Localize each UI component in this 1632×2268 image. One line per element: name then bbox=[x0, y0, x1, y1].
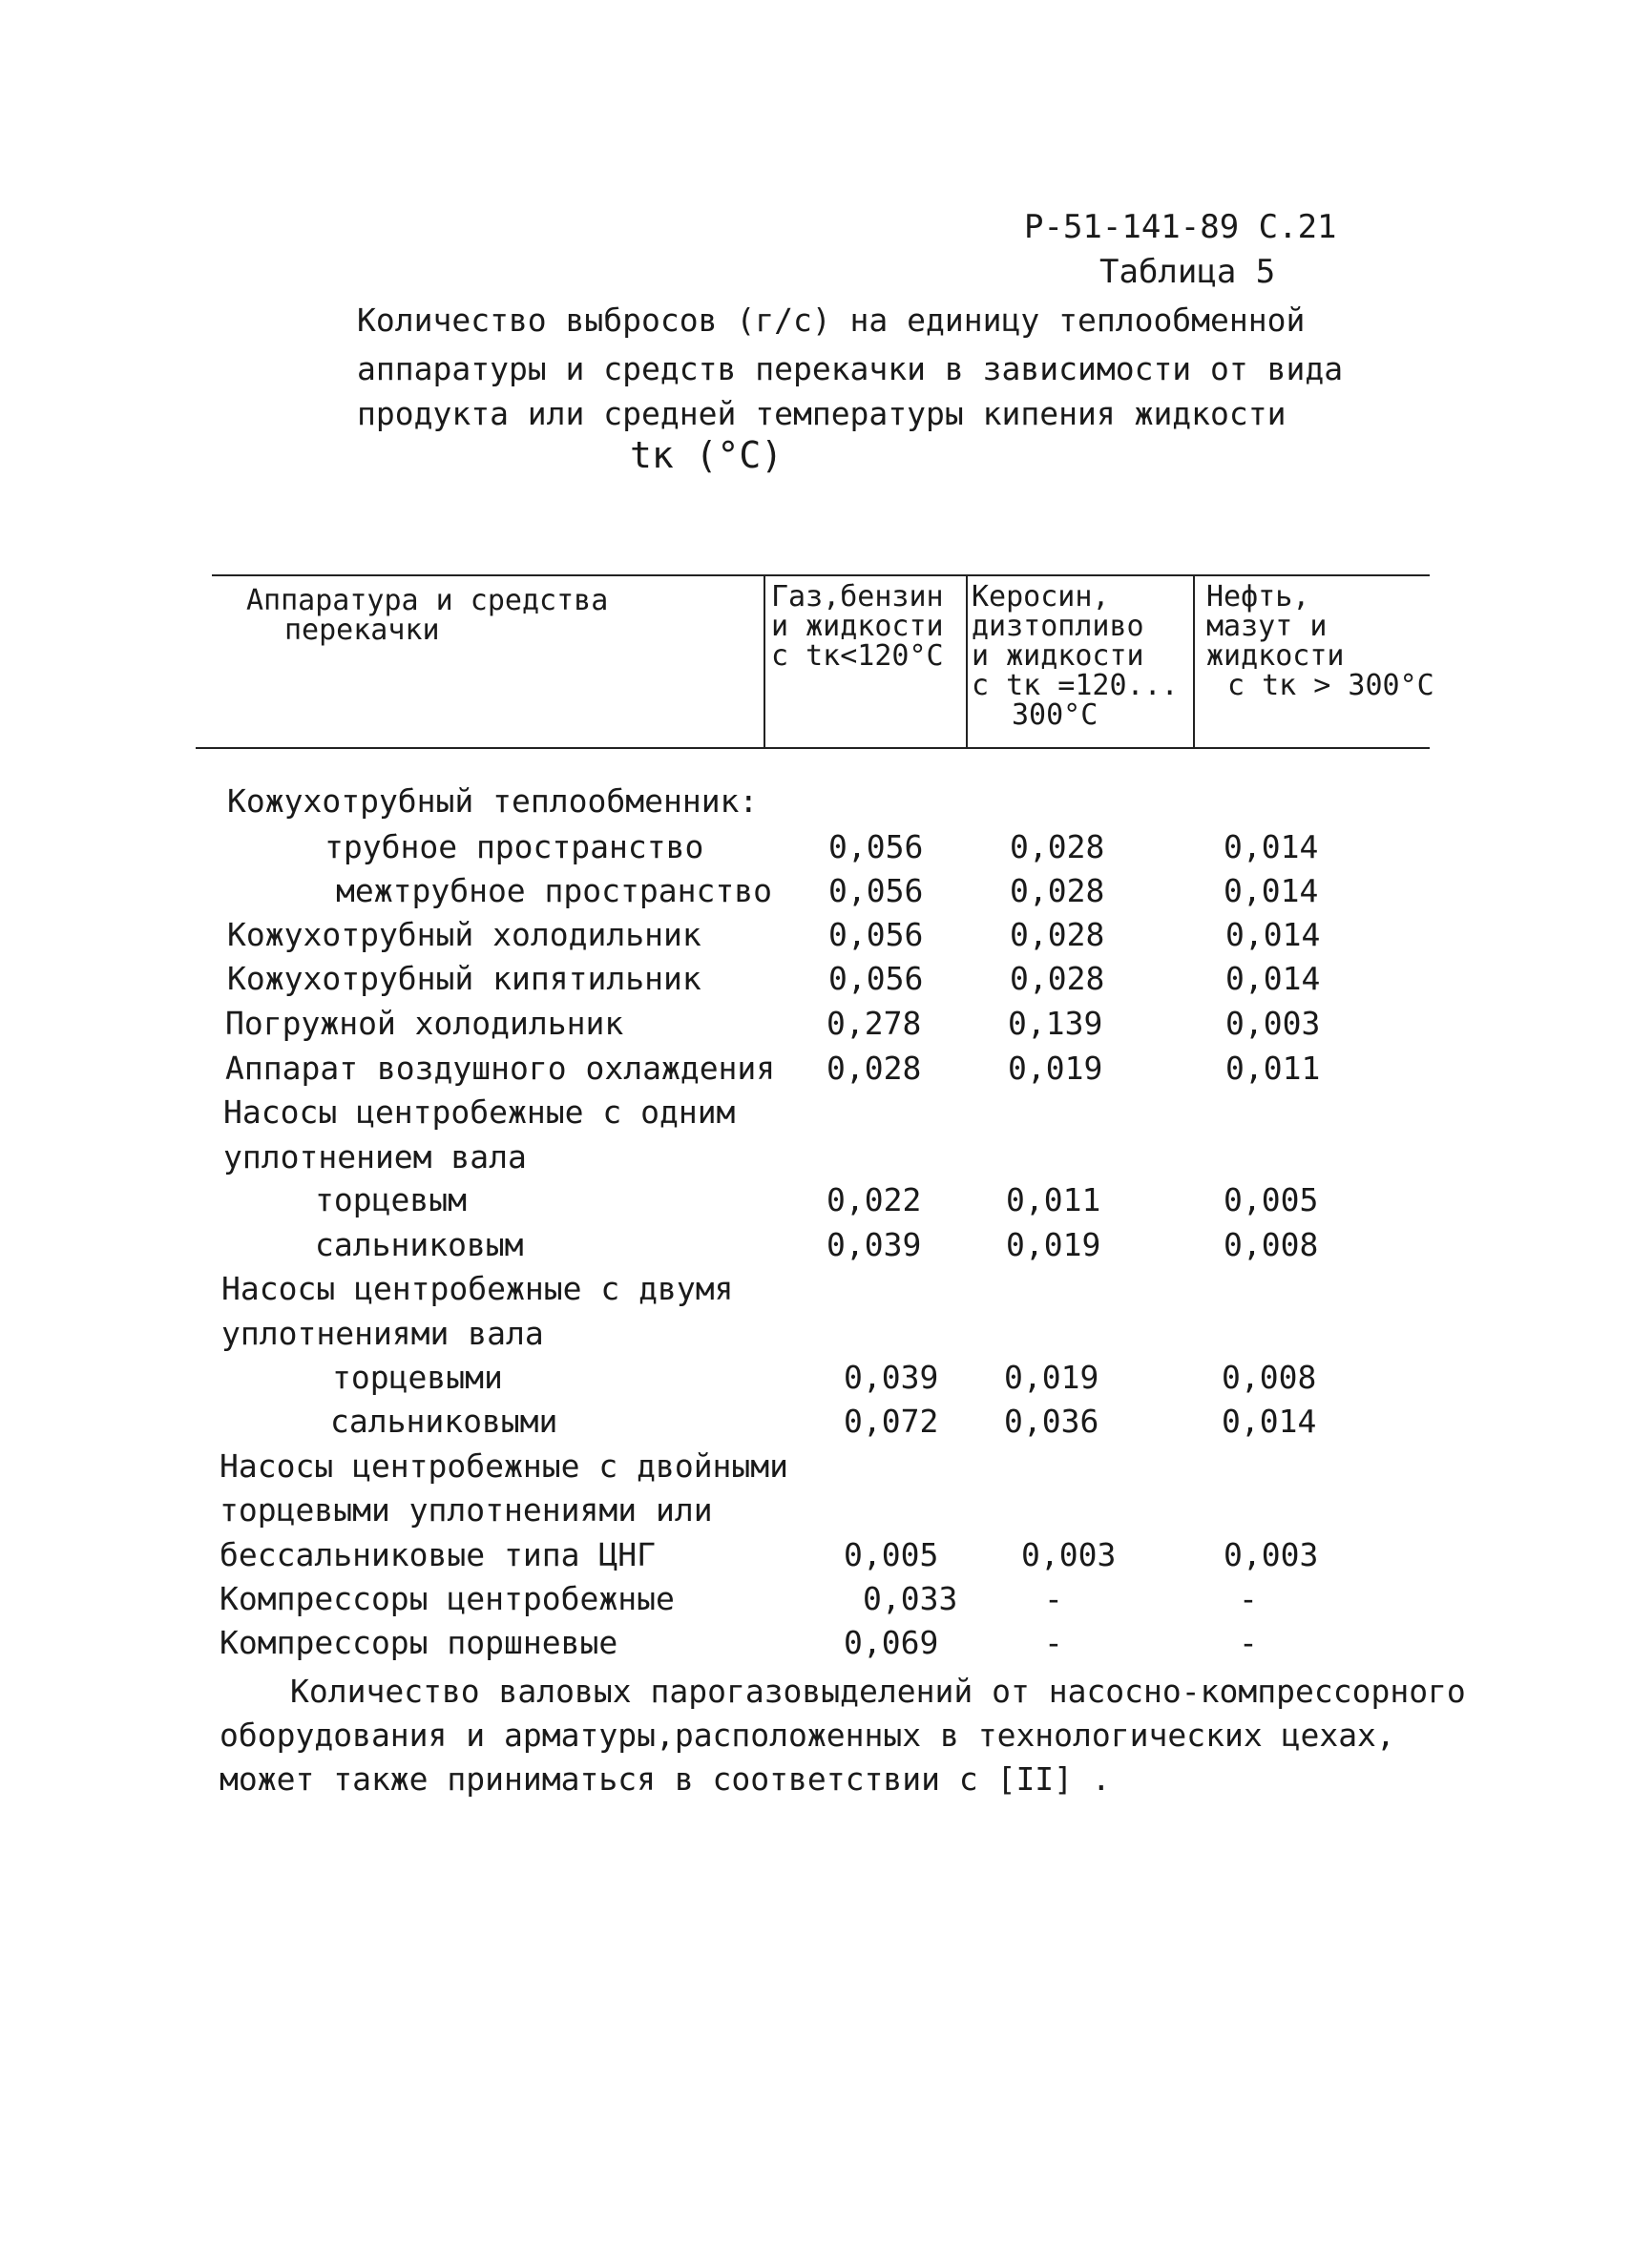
row-label: сальниковыми bbox=[330, 1403, 558, 1440]
header-oil-fuel-oil: Нефть, мазут и жидкости с tк > 300°С bbox=[1206, 580, 1434, 702]
table-cell-v2: 0,028 bbox=[1010, 872, 1105, 909]
row-label: торцевыми уплотнениями или bbox=[220, 1491, 713, 1529]
column-divider-2 bbox=[966, 574, 968, 747]
table-cell-v1: 0,069 bbox=[844, 1624, 939, 1661]
header-apparatus: Аппаратура и средства перекачки bbox=[246, 584, 609, 647]
row-label: межтрубное пространство bbox=[336, 872, 772, 909]
footnote-line-2: оборудования и арматуры,расположенных в технологических цехах, bbox=[220, 1717, 1395, 1754]
table-cell-v1: 0,056 bbox=[828, 872, 924, 909]
document-code: Р-51-141-89 С.21 bbox=[1024, 208, 1337, 246]
row-label: Погружной холодильник bbox=[225, 1005, 624, 1042]
footnote-line-1: Количество валовых парогазовыделений от насосно-компрессорного bbox=[290, 1673, 1466, 1710]
table-cell-v3: 0,014 bbox=[1224, 828, 1319, 865]
table-cell-v2: 0,028 bbox=[1010, 960, 1105, 997]
table-cell-v3: 0,005 bbox=[1224, 1181, 1319, 1218]
row-label: бессальниковые типа ЦНГ bbox=[220, 1536, 656, 1573]
row-label: Кожухотрубный теплообменник: bbox=[227, 782, 759, 820]
table-cell-v2: 0,019 bbox=[1004, 1359, 1099, 1396]
table-cell-v2: 0,139 bbox=[1008, 1005, 1103, 1042]
row-label: Аппарат воздушного охлаждения bbox=[225, 1050, 776, 1087]
row-label: трубное пространство bbox=[324, 828, 704, 865]
table-cell-v3: 0,008 bbox=[1222, 1359, 1317, 1396]
row-label: Кожухотрубный кипятильник bbox=[227, 960, 701, 997]
table-cell-v1: 0,072 bbox=[844, 1403, 939, 1440]
table-cell-v3: 0,014 bbox=[1225, 960, 1321, 997]
row-label: Компрессоры центробежные bbox=[220, 1580, 675, 1617]
row-label: сальниковым bbox=[315, 1226, 524, 1263]
row-label: Насосы центробежные с двумя bbox=[221, 1270, 734, 1307]
table-cell-v2: 0,028 bbox=[1010, 916, 1105, 953]
table-cell-v1: 0,056 bbox=[828, 916, 924, 953]
table-cell-v3: 0,011 bbox=[1225, 1050, 1321, 1087]
caption-line-3: продукта или средней температуры кипения жидкости bbox=[357, 395, 1287, 432]
table-cell-v2: 0,003 bbox=[1021, 1536, 1117, 1573]
row-label: уплотнением вала bbox=[223, 1138, 527, 1176]
caption-line-4: tк (°С) bbox=[630, 434, 784, 476]
table-cell-v3: 0,003 bbox=[1224, 1536, 1319, 1573]
table-label: Таблица 5 bbox=[1099, 253, 1276, 291]
table-cell-v3: 0,008 bbox=[1224, 1226, 1319, 1263]
table-cell-v1: 0,033 bbox=[863, 1580, 958, 1617]
row-label: Насосы центробежные с одним bbox=[223, 1093, 736, 1131]
column-divider-1 bbox=[764, 574, 765, 747]
table-cell-v2: 0,036 bbox=[1004, 1403, 1099, 1440]
header-gas-gasoline: Газ,бензин и жидкости с tк<120°С bbox=[771, 580, 944, 673]
row-label: Компрессоры поршневые bbox=[220, 1624, 618, 1661]
table-cell-v3: 0,014 bbox=[1222, 1403, 1317, 1440]
table-cell-v1: 0,022 bbox=[826, 1181, 922, 1218]
table-cell-v1: 0,039 bbox=[844, 1359, 939, 1396]
row-label: Кожухотрубный холодильник bbox=[227, 916, 701, 953]
table-cell-v1: 0,056 bbox=[828, 828, 924, 865]
row-label: уплотнениями вала bbox=[221, 1315, 544, 1352]
table-header-rule bbox=[196, 747, 1430, 749]
table-cell-v1: 0,028 bbox=[826, 1050, 922, 1087]
table-cell-v3: 0,014 bbox=[1224, 872, 1319, 909]
footnote-line-3: может также приниматься в соответствии с [II] . bbox=[220, 1760, 1111, 1798]
table-cell-v3: - bbox=[1239, 1580, 1258, 1617]
table-cell-v2: 0,028 bbox=[1010, 828, 1105, 865]
table-cell-v3: 0,003 bbox=[1225, 1005, 1321, 1042]
table-cell-v1: 0,056 bbox=[828, 960, 924, 997]
table-cell-v2: 0,011 bbox=[1006, 1181, 1101, 1218]
caption-line-2: аппаратуры и средств перекачки в зависимости от вида bbox=[357, 350, 1344, 387]
row-label: торцевым bbox=[315, 1181, 467, 1218]
header-kerosene-diesel: Керосин, дизтопливо и жидкости с tк =120... 300°С bbox=[972, 580, 1179, 732]
table-cell-v2: - bbox=[1044, 1580, 1063, 1617]
column-divider-3 bbox=[1193, 574, 1195, 747]
table-cell-v2: - bbox=[1044, 1624, 1063, 1661]
table-cell-v1: 0,278 bbox=[826, 1005, 922, 1042]
table-top-rule bbox=[212, 574, 1430, 576]
table-cell-v1: 0,039 bbox=[826, 1226, 922, 1263]
row-label: торцевыми bbox=[332, 1359, 503, 1396]
table-cell-v1: 0,005 bbox=[844, 1536, 939, 1573]
table-cell-v2: 0,019 bbox=[1008, 1050, 1103, 1087]
table-cell-v3: - bbox=[1239, 1624, 1258, 1661]
table-cell-v2: 0,019 bbox=[1006, 1226, 1101, 1263]
caption-line-1: Количество выбросов (г/с) на единицу теплообменной bbox=[357, 302, 1306, 339]
table-cell-v3: 0,014 bbox=[1225, 916, 1321, 953]
row-label: Насосы центробежные с двойными bbox=[220, 1447, 789, 1485]
